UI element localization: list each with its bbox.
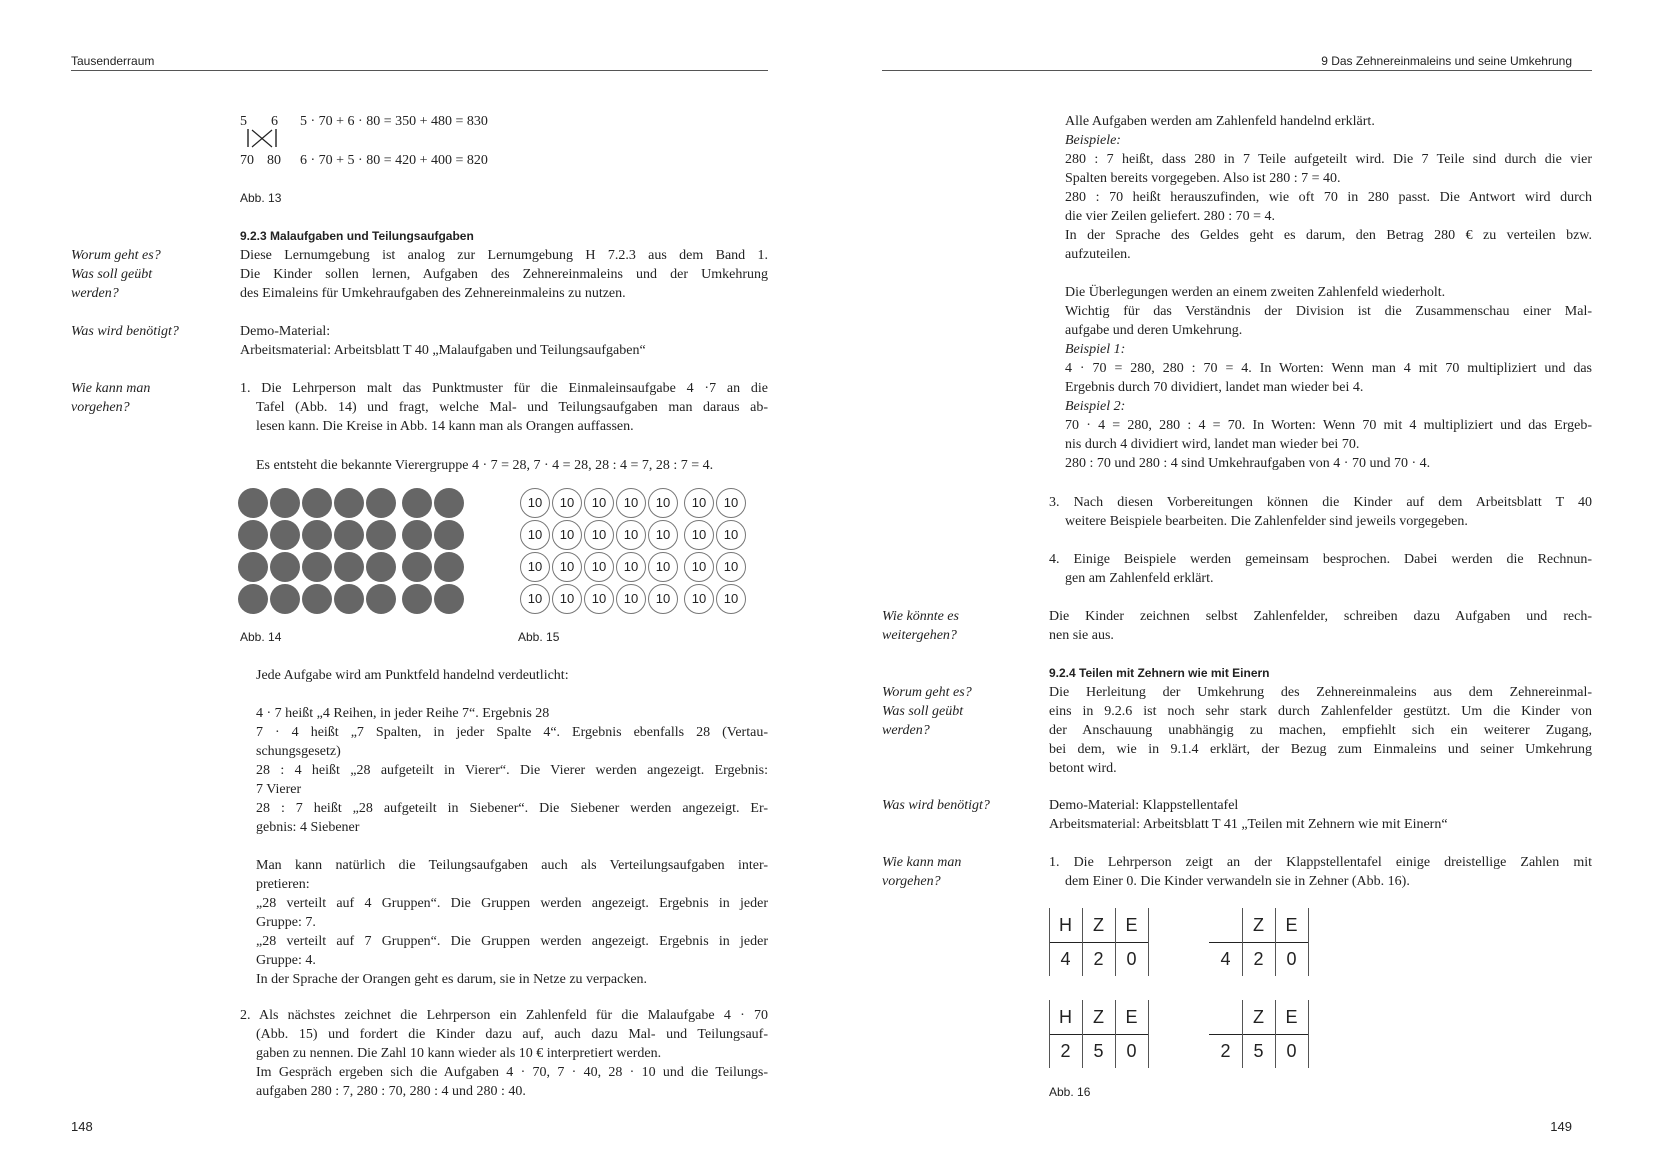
running-header-left: Tausenderraum <box>71 54 155 68</box>
orange-dot <box>434 520 464 550</box>
cross-eq-2: 6 · 70 + 5 · 80 = 420 + 400 = 820 <box>300 153 488 168</box>
orange-dot <box>270 584 300 614</box>
orange-dot <box>402 488 432 518</box>
ten-circle: 10 <box>648 552 678 582</box>
table-divider <box>1049 942 1148 943</box>
table-column-line <box>1242 908 1243 976</box>
table-divider <box>1209 1034 1308 1035</box>
running-header-right: 9 Das Zehnereinmaleins und seine Umkehrung <box>1321 54 1572 68</box>
orange-dot <box>238 552 268 582</box>
ten-circle: 10 <box>584 520 614 550</box>
examples-block <box>1065 112 1592 473</box>
orange-dot <box>402 520 432 550</box>
ten-circle: 10 <box>648 488 678 518</box>
place-header: Z <box>1093 915 1104 935</box>
place-digit: 0 <box>1286 1041 1297 1061</box>
header-rule-right <box>882 70 1592 71</box>
margin-label-vorgehen: Wie kann man vorgehen? <box>71 381 151 415</box>
cross-eq-1: 5 · 70 + 6 · 80 = 350 + 480 = 830 <box>300 114 488 129</box>
step-1-left: 1. Die Lehrperson malt das Punktmuster für die Einmaleinsaufgabe 4 ·7 an die Tafel (Abb. 14) und fragt, welche Mal- und Teilungsaufgaben man daraus ab- lesen kann. Die Kreise in Abb. 14 kann man als Orangen auffassen. <box>240 381 768 434</box>
orange-dot <box>434 584 464 614</box>
table-column-line <box>1115 1000 1116 1068</box>
ten-circle: 10 <box>584 488 614 518</box>
table-column-line <box>1082 1000 1083 1068</box>
orange-dot <box>334 552 364 582</box>
orange-dot <box>270 520 300 550</box>
orange-dot <box>238 488 268 518</box>
table-column-line <box>1308 1000 1309 1068</box>
section-title-924: 9.2.4 Teilen mit Zehnern wie mit Einern <box>1049 666 1270 680</box>
examples-line: Spalten bereits vorgegeben. Also ist 280 : 7 = 40. <box>1065 171 1341 186</box>
ten-circle: 10 <box>584 552 614 582</box>
section-title-923: 9.2.3 Malaufgaben und Teilungsaufgaben <box>240 229 474 243</box>
cross-bottom-b: 80 <box>267 153 281 168</box>
margin-label-worum-right: Worum geht es? Was soll geübt werden? <box>882 685 972 738</box>
material-right: Demo-Material: Klappstellentafel Arbeitsmaterial: Arbeitsblatt T 41 „Teilen mit Zehnern wie mit Einern“ <box>1049 798 1448 832</box>
place-header <box>1209 1000 1242 1034</box>
place-header: E <box>1285 1007 1298 1027</box>
orange-dot <box>366 488 396 518</box>
ten-circle: 10 <box>552 584 582 614</box>
page-number-left: 148 <box>71 1119 93 1134</box>
ten-circle: 10 <box>552 520 582 550</box>
ten-circle: 10 <box>716 488 746 518</box>
orange-dot <box>238 520 268 550</box>
examples-line: Beispiele: <box>1065 133 1121 148</box>
orange-dot <box>270 552 300 582</box>
orange-dot <box>302 520 332 550</box>
place-header: H <box>1059 915 1072 935</box>
ten-circle: 10 <box>648 520 678 550</box>
figure-15-number-field <box>520 488 755 618</box>
step-2-left: 2. Als nächstes zeichnet die Lehrperson ein Zahlenfeld für die Malaufgabe 4 · 70 (Abb. 15) und fordert die Kinder dazu auf, auch dazu Mal- und Teilungsauf- gaben zu nennen. Die Zahl 10 kann wieder als 10 € interpretiert werden. Im Gespräch ergeben sich die Aufgaben 4 · 70, 7 · 40, 28 · 10 und die Teilungs- aufgaben 280 : 7, 280 : 70, 280 : 4 und 280 : 40. <box>240 1008 768 1099</box>
table-column-line <box>1308 908 1309 976</box>
margin-label-benoetigt-right: Was wird benötigt? <box>882 798 990 813</box>
ten-circle: 10 <box>616 584 646 614</box>
table-column-line <box>1275 1000 1276 1068</box>
orange-dot <box>434 552 464 582</box>
orange-dot <box>402 584 432 614</box>
orange-dot <box>334 488 364 518</box>
ten-circle: 10 <box>520 488 550 518</box>
cross-top-a: 5 <box>240 114 247 129</box>
ten-circle: 10 <box>616 552 646 582</box>
table-column-line <box>1148 1000 1149 1068</box>
examples-line: die vier Zeilen geliefert. 280 : 70 = 4. <box>1065 209 1276 224</box>
ten-circle: 10 <box>648 584 678 614</box>
ten-circle: 10 <box>520 584 550 614</box>
ten-circle: 10 <box>520 552 550 582</box>
orange-dot <box>238 584 268 614</box>
examples-line: aufgabe und deren Umkehrung. <box>1065 323 1243 338</box>
examples-line: Beispiel 2: <box>1065 399 1126 414</box>
examples-line: Alle Aufgaben werden am Zahlenfeld handelnd erklärt. <box>1065 114 1375 129</box>
place-digit: 2 <box>1253 949 1264 969</box>
table-column-line <box>1049 1000 1050 1068</box>
table-column-line <box>1082 908 1083 976</box>
examples-line: 280 : 70 heißt herauszufinden, wie oft 70 in 280 passt. Die Antwort wird durch <box>1065 190 1592 205</box>
table-column-line <box>1242 1000 1243 1068</box>
table-column-line <box>1275 908 1276 976</box>
figure-13-caption: Abb. 13 <box>240 191 282 205</box>
place-header: E <box>1125 915 1138 935</box>
place-header: E <box>1285 915 1298 935</box>
table-divider <box>1049 1034 1148 1035</box>
place-digit: 4 <box>1220 949 1231 969</box>
step-1-right: 1. Die Lehrperson zeigt an der Klappstellentafel einige dreistellige Zahlen mit dem Einer 0. Die Kinder verwandeln sie in Zehner (Abb. 16). <box>1049 855 1592 889</box>
ten-circle: 10 <box>552 488 582 518</box>
examples-line: 70 · 4 = 280, 280 : 4 = 70. In Worten: Wenn 70 mit 4 multipliziert und das Ergeb- <box>1065 418 1592 433</box>
ten-circle: 10 <box>520 520 550 550</box>
examples-line: Die Überlegungen werden an einem zweiten Zahlenfeld wiederholt. <box>1065 285 1446 300</box>
orange-dot <box>366 584 396 614</box>
orange-dot <box>302 584 332 614</box>
cross-bottom-a: 70 <box>240 153 254 168</box>
examples-line: 280 : 70 und 280 : 4 sind Umkehraufgaben von 4 · 70 und 70 · 4. <box>1065 456 1431 471</box>
place-header: E <box>1125 1007 1138 1027</box>
orange-dot <box>366 520 396 550</box>
continuation-paragraph: Die Kinder zeichnen selbst Zahlenfelder, schreiben dazu Aufgaben und rech- nen sie aus. <box>1049 609 1592 643</box>
place-header: Z <box>1093 1007 1104 1027</box>
margin-label-worum: Worum geht es? Was soll geübt werden? <box>71 248 161 301</box>
examples-line: 4 · 70 = 280, 280 : 70 = 4. In Worten: Wenn man 4 mit 70 multipliziert und das <box>1065 361 1592 376</box>
figure-14-dot-field <box>238 488 468 618</box>
ten-circle: 10 <box>616 520 646 550</box>
place-header <box>1209 908 1242 942</box>
examples-line: aufzuteilen. <box>1065 247 1131 262</box>
ten-circle: 10 <box>616 488 646 518</box>
orange-dot <box>302 552 332 582</box>
examples-line: Beispiel 1: <box>1065 342 1126 357</box>
table-column-line <box>1148 908 1149 976</box>
place-header: H <box>1059 1007 1072 1027</box>
examples-line: nis durch 4 dividiert wird, landet man wieder bei 70. <box>1065 437 1360 452</box>
orange-dot <box>402 552 432 582</box>
orange-dot <box>366 552 396 582</box>
examples-line: Wichtig für das Verständnis der Division ist die Zusammenschau einer Mal- <box>1065 304 1592 319</box>
header-rule-left <box>71 70 768 71</box>
ten-circle: 10 <box>684 552 714 582</box>
step-4-right: 4. Einige Beispiele werden gemeinsam besprochen. Dabei werden die Rechnun- gen am Zahlenfeld erklärt. <box>1049 552 1592 586</box>
ten-circle: 10 <box>684 520 714 550</box>
place-digit: 0 <box>1126 1041 1137 1061</box>
intro-paragraph-left: Diese Lernumgebung ist analog zur Lernumgebung H 7.2.3 aus dem Band 1. Die Kinder sollen lernen, Aufgaben des Zehnereinmaleins und der Umkehrung des Eimaleins für Umkehraufgaben des Zehnereinmaleins zu nutzen. <box>240 248 768 301</box>
ten-circle: 10 <box>552 552 582 582</box>
orange-dot <box>270 488 300 518</box>
orange-dot <box>434 488 464 518</box>
margin-label-vorgehen-right: Wie kann man vorgehen? <box>882 855 962 889</box>
ten-circle: 10 <box>716 520 746 550</box>
margin-label-weiter: Wie könnte es weitergehen? <box>882 609 959 643</box>
material-left: Demo-Material: Arbeitsmaterial: Arbeitsblatt T 40 „Malaufgaben und Teilungsaufgaben“ <box>240 324 646 358</box>
examples-line: In der Sprache des Geldes geht es darum, den Betrag 280 € zu verteilen bzw. <box>1065 228 1592 243</box>
place-digit: 0 <box>1126 949 1137 969</box>
place-digit: 5 <box>1253 1041 1264 1061</box>
place-digit: 4 <box>1060 949 1071 969</box>
place-header: Z <box>1253 915 1264 935</box>
place-digit: 2 <box>1060 1041 1071 1061</box>
step-3-right: 3. Nach diesen Vorbereitungen können die Kinder auf dem Arbeitsblatt T 40 weitere Beispiele bearbeiten. Die Zahlenfelder sind jeweils vorgegeben. <box>1049 495 1592 529</box>
explanation-paragraph: Jede Aufgabe wird am Punktfeld handelnd verdeutlicht: 4 · 7 heißt „4 Reihen, in jeder Reihe 7“. Ergebnis 28 7 · 4 heißt „7 Spalten, in jeder Spalte 4“. Ergebnis ebenfalls 28 (Vertau- schungsgesetz) 28 : 4 heißt „28 aufgeteilt in Vierer“. Die Vierer werden angezeigt. Ergebnis: 7 Vierer 28 : 7 heißt „28 aufgeteilt in Siebener“. Die Siebener werden angezeigt. Er- gebnis: 4 Siebener Man kann natürlich die Teilungsaufgaben auch als Verteilungsaufgaben inter- pretieren: „28 verteilt auf 4 Gruppen“. Die Gruppen werden angezeigt. Ergebnis in jeder Gruppe: 7. „28 verteilt auf 7 Gruppen“. Die Gruppen werden angezeigt. Ergebnis in jeder Gruppe: 4. In der Sprache der Orangen geht es darum, sie in Netze zu verpacken. <box>256 668 768 987</box>
examples-line: Ergebnis durch 70 dividiert, landet man wieder bei 4. <box>1065 380 1364 395</box>
orange-dot <box>302 488 332 518</box>
figure-15-caption: Abb. 15 <box>518 630 560 644</box>
ten-circle: 10 <box>684 488 714 518</box>
table-divider <box>1209 942 1308 943</box>
ten-circle: 10 <box>684 584 714 614</box>
step-1-result: Es entsteht die bekannte Vierergruppe 4 · 7 = 28, 7 · 4 = 28, 28 : 4 = 7, 28 : 7 = 4. <box>256 458 714 473</box>
right-page <box>827 0 1654 1170</box>
orange-dot <box>334 520 364 550</box>
table-column-line <box>1049 908 1050 976</box>
intro-paragraph-right: Die Herleitung der Umkehrung des Zehnereinmaleins aus dem Zehnereinmal- eins in 9.2.6 ist noch sehr stark durch Zahlenfelder gestützt. Um die Kinder von der Anschauung unabhängig zu machen, empfiehlt sich ein weiterer Zugang, bei dem, wie in 9.1.4 erklärt, der Bezug zum Einmaleins und seiner Umkehrung betont wird. <box>1049 685 1592 776</box>
orange-dot <box>334 584 364 614</box>
place-digit: 2 <box>1220 1041 1231 1061</box>
ten-circle: 10 <box>716 552 746 582</box>
place-header: Z <box>1253 1007 1264 1027</box>
figure-14-caption: Abb. 14 <box>240 630 282 644</box>
page-number-right: 149 <box>1550 1119 1572 1134</box>
place-digit: 5 <box>1093 1041 1104 1061</box>
place-digit: 0 <box>1286 949 1297 969</box>
examples-line <box>1065 264 1592 283</box>
ten-circle: 10 <box>584 584 614 614</box>
cross-lines <box>244 127 280 149</box>
margin-label-benoetigt: Was wird benötigt? <box>71 324 179 339</box>
place-digit: 2 <box>1093 949 1104 969</box>
cross-top-b: 6 <box>271 114 278 129</box>
examples-line: 280 : 7 heißt, dass 280 in 7 Teile aufgeteilt wird. Die 7 Teile sind durch die vier <box>1065 152 1592 167</box>
ten-circle: 10 <box>716 584 746 614</box>
table-column-line <box>1115 908 1116 976</box>
figure-16-caption: Abb. 16 <box>1049 1085 1091 1099</box>
